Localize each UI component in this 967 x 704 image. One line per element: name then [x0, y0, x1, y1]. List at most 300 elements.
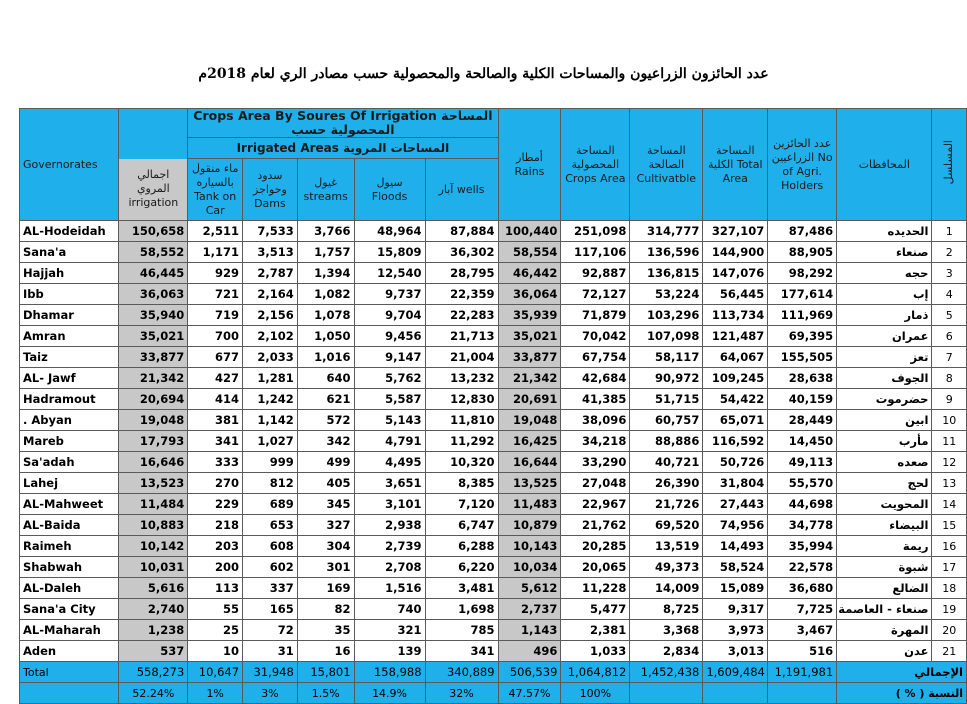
cell-holders: 3,467 [768, 620, 837, 641]
cell-cult: 26,390 [630, 473, 703, 494]
cell-irr: 35,940 [119, 305, 188, 326]
cell-irr: 11,484 [119, 494, 188, 515]
header-serial: المسلسل [932, 109, 967, 221]
cell-total: 56,445 [703, 284, 768, 305]
cell-crops: 251,098 [561, 221, 630, 242]
cell-rains: 11,483 [498, 494, 561, 515]
cell-rains: 10,034 [498, 557, 561, 578]
cell-n: 6 [932, 326, 967, 347]
table-row [20, 431, 967, 452]
cell-crops: 41,385 [561, 389, 630, 410]
cell-streams: 327 [297, 515, 354, 536]
percent-irr: 52.24% [119, 683, 188, 704]
cell-en: Amran [20, 326, 119, 347]
cell-total: 14,493 [703, 536, 768, 557]
cell-dams: 7,533 [243, 221, 298, 242]
cell-wells: 22,283 [425, 305, 498, 326]
cell-crops: 20,285 [561, 536, 630, 557]
cell-cult: 136,596 [630, 242, 703, 263]
total-holders: 1,191,981 [768, 662, 837, 683]
header-total-area: المساحة الكلية Total Area [703, 109, 768, 221]
cell-ar: ريمة [837, 536, 932, 557]
cell-dams: 1,027 [243, 431, 298, 452]
cell-irr: 1,238 [119, 620, 188, 641]
cell-en: Lahej [20, 473, 119, 494]
cell-total: 65,071 [703, 410, 768, 431]
header-streams: غيول streams [297, 159, 354, 221]
total-en: Total [20, 662, 119, 683]
cell-total: 74,956 [703, 515, 768, 536]
cell-streams: 301 [297, 557, 354, 578]
table-row [20, 557, 967, 578]
table-row [20, 473, 967, 494]
table-row [20, 599, 967, 620]
cell-holders: 28,638 [768, 368, 837, 389]
cell-holders: 69,395 [768, 326, 837, 347]
header-crops-by-irrigation: Crops Area By Soures Of Irrigation المساحة المحصولية حسب [188, 109, 498, 138]
cell-ar: الجوف [837, 368, 932, 389]
cell-tank: 929 [188, 263, 243, 284]
total-total: 1,609,484 [703, 662, 768, 683]
cell-cult: 69,520 [630, 515, 703, 536]
cell-wells: 28,795 [425, 263, 498, 284]
cell-dams: 602 [243, 557, 298, 578]
total-row [20, 662, 967, 683]
cell-tank: 677 [188, 347, 243, 368]
cell-tank: 203 [188, 536, 243, 557]
cell-ar: ابين [837, 410, 932, 431]
percent-wells: 32% [425, 683, 498, 704]
cell-irr: 36,063 [119, 284, 188, 305]
cell-dams: 1,242 [243, 389, 298, 410]
cell-irr: 17,793 [119, 431, 188, 452]
cell-tank: 200 [188, 557, 243, 578]
cell-total: 147,076 [703, 263, 768, 284]
cell-holders: 40,159 [768, 389, 837, 410]
cell-rains: 496 [498, 641, 561, 662]
cell-wells: 341 [425, 641, 498, 662]
cell-total: 113,734 [703, 305, 768, 326]
cell-irr: 19,048 [119, 410, 188, 431]
cell-dams: 337 [243, 578, 298, 599]
cell-total: 58,524 [703, 557, 768, 578]
cell-n: 10 [932, 410, 967, 431]
cell-streams: 621 [297, 389, 354, 410]
cell-total: 64,067 [703, 347, 768, 368]
cell-floods: 9,737 [354, 284, 425, 305]
table-row [20, 326, 967, 347]
cell-holders: 98,292 [768, 263, 837, 284]
cell-ar: مأرب [837, 431, 932, 452]
cell-tank: 55 [188, 599, 243, 620]
cell-streams: 82 [297, 599, 354, 620]
cell-dams: 689 [243, 494, 298, 515]
cell-wells: 1,698 [425, 599, 498, 620]
cell-tank: 113 [188, 578, 243, 599]
cell-n: 21 [932, 641, 967, 662]
cell-floods: 5,143 [354, 410, 425, 431]
cell-wells: 13,232 [425, 368, 498, 389]
cell-holders: 14,450 [768, 431, 837, 452]
cell-holders: 22,578 [768, 557, 837, 578]
cell-tank: 1,171 [188, 242, 243, 263]
table-row [20, 536, 967, 557]
cell-ar: إب [837, 284, 932, 305]
cell-holders: 44,698 [768, 494, 837, 515]
cell-irr: 10,883 [119, 515, 188, 536]
cell-total: 109,245 [703, 368, 768, 389]
cell-crops: 20,065 [561, 557, 630, 578]
cell-streams: 1,757 [297, 242, 354, 263]
percent-label-ar: النسبة ( % ) [837, 683, 967, 704]
cell-cult: 8,725 [630, 599, 703, 620]
cell-streams: 345 [297, 494, 354, 515]
cell-crops: 38,096 [561, 410, 630, 431]
cell-rains: 33,877 [498, 347, 561, 368]
cell-n: 20 [932, 620, 967, 641]
cell-total: 3,013 [703, 641, 768, 662]
cell-tank: 229 [188, 494, 243, 515]
cell-en: Ibb [20, 284, 119, 305]
cell-floods: 321 [354, 620, 425, 641]
cell-n: 18 [932, 578, 967, 599]
cell-holders: 111,969 [768, 305, 837, 326]
table-row [20, 620, 967, 641]
cell-tank: 721 [188, 284, 243, 305]
cell-floods: 139 [354, 641, 425, 662]
header-irrigated-areas: Irrigated Areas المساحات المروية [188, 138, 498, 159]
total-tank: 10,647 [188, 662, 243, 683]
percent-rains: 47.57% [498, 683, 561, 704]
cell-tank: 427 [188, 368, 243, 389]
cell-n: 1 [932, 221, 967, 242]
cell-floods: 5,762 [354, 368, 425, 389]
cell-wells: 12,830 [425, 389, 498, 410]
cell-streams: 572 [297, 410, 354, 431]
header-crops-area: المساحة المحصولية Crops Area [561, 109, 630, 221]
cell-floods: 2,938 [354, 515, 425, 536]
cell-rains: 5,612 [498, 578, 561, 599]
cell-ar: صنعاء [837, 242, 932, 263]
cell-en: AL-Mahweet [20, 494, 119, 515]
cell-irr: 10,142 [119, 536, 188, 557]
cell-irr: 20,694 [119, 389, 188, 410]
cell-holders: 35,994 [768, 536, 837, 557]
cell-floods: 9,456 [354, 326, 425, 347]
cell-cult: 2,834 [630, 641, 703, 662]
cell-cult: 49,373 [630, 557, 703, 578]
cell-en: Sana'a City [20, 599, 119, 620]
cell-n: 11 [932, 431, 967, 452]
cell-floods: 3,101 [354, 494, 425, 515]
cell-floods: 5,587 [354, 389, 425, 410]
percent-dams: 3% [243, 683, 298, 704]
cell-crops: 71,879 [561, 305, 630, 326]
table-row [20, 410, 967, 431]
cell-crops: 72,127 [561, 284, 630, 305]
cell-en: AL-Baida [20, 515, 119, 536]
cell-cult: 13,519 [630, 536, 703, 557]
header-total-irrigation: اجمالي المروي irrigation [119, 159, 188, 221]
cell-irr: 10,031 [119, 557, 188, 578]
total-rains: 506,539 [498, 662, 561, 683]
cell-crops: 21,762 [561, 515, 630, 536]
cell-floods: 740 [354, 599, 425, 620]
cell-total: 54,422 [703, 389, 768, 410]
cell-wells: 6,747 [425, 515, 498, 536]
data-table [19, 108, 967, 704]
cell-tank: 700 [188, 326, 243, 347]
cell-holders: 49,113 [768, 452, 837, 473]
cell-cult: 53,224 [630, 284, 703, 305]
cell-cult: 136,815 [630, 263, 703, 284]
cell-tank: 333 [188, 452, 243, 473]
cell-crops: 11,228 [561, 578, 630, 599]
cell-en: . Abyan [20, 410, 119, 431]
cell-cult: 3,368 [630, 620, 703, 641]
cell-holders: 34,778 [768, 515, 837, 536]
cell-holders: 36,680 [768, 578, 837, 599]
cell-crops: 22,967 [561, 494, 630, 515]
cell-crops: 5,477 [561, 599, 630, 620]
cell-streams: 1,050 [297, 326, 354, 347]
cell-crops: 42,684 [561, 368, 630, 389]
cell-total: 15,089 [703, 578, 768, 599]
cell-tank: 10 [188, 641, 243, 662]
cell-ar: حجه [837, 263, 932, 284]
cell-streams: 1,082 [297, 284, 354, 305]
cell-n: 3 [932, 263, 967, 284]
cell-rains: 36,064 [498, 284, 561, 305]
cell-crops: 27,048 [561, 473, 630, 494]
cell-dams: 2,787 [243, 263, 298, 284]
cell-total: 27,443 [703, 494, 768, 515]
cell-irr: 33,877 [119, 347, 188, 368]
cell-en: Dhamar [20, 305, 119, 326]
cell-streams: 169 [297, 578, 354, 599]
cell-floods: 4,495 [354, 452, 425, 473]
cell-n: 13 [932, 473, 967, 494]
table-row [20, 263, 967, 284]
cell-irr: 21,342 [119, 368, 188, 389]
cell-ar: الحديده [837, 221, 932, 242]
cell-cult: 88,886 [630, 431, 703, 452]
cell-streams: 3,766 [297, 221, 354, 242]
cell-tank: 2,511 [188, 221, 243, 242]
percent-crops: 100% [561, 683, 630, 704]
header-cultivable: المساحة الصالحة Cultivatble [630, 109, 703, 221]
cell-dams: 653 [243, 515, 298, 536]
cell-en: Hadramout [20, 389, 119, 410]
cell-n: 5 [932, 305, 967, 326]
table-row [20, 242, 967, 263]
table-row [20, 347, 967, 368]
cell-wells: 8,385 [425, 473, 498, 494]
cell-cult: 314,777 [630, 221, 703, 242]
cell-floods: 3,651 [354, 473, 425, 494]
table-row [20, 578, 967, 599]
cell-crops: 117,106 [561, 242, 630, 263]
cell-wells: 785 [425, 620, 498, 641]
cell-streams: 1,078 [297, 305, 354, 326]
cell-streams: 342 [297, 431, 354, 452]
cell-rains: 21,342 [498, 368, 561, 389]
cell-n: 2 [932, 242, 967, 263]
cell-ar: عمران [837, 326, 932, 347]
cell-floods: 4,791 [354, 431, 425, 452]
cell-ar: صعده [837, 452, 932, 473]
cell-rains: 16,425 [498, 431, 561, 452]
cell-streams: 304 [297, 536, 354, 557]
cell-tank: 218 [188, 515, 243, 536]
cell-ar: البيضاء [837, 515, 932, 536]
total-dams: 31,948 [243, 662, 298, 683]
cell-rains: 16,644 [498, 452, 561, 473]
cell-ar: شبوة [837, 557, 932, 578]
cell-cult: 58,117 [630, 347, 703, 368]
header-governorates: Governorates [20, 109, 119, 221]
cell-wells: 87,884 [425, 221, 498, 242]
cell-n: 15 [932, 515, 967, 536]
cell-floods: 2,739 [354, 536, 425, 557]
cell-cult: 90,972 [630, 368, 703, 389]
cell-wells: 22,359 [425, 284, 498, 305]
cell-floods: 15,809 [354, 242, 425, 263]
cell-n: 8 [932, 368, 967, 389]
cell-en: Mareb [20, 431, 119, 452]
cell-dams: 1,281 [243, 368, 298, 389]
header-tank-on-car: ماء منقول بالسياره Tank on Car [188, 159, 243, 221]
cell-streams: 640 [297, 368, 354, 389]
total-wells: 340,889 [425, 662, 498, 683]
cell-holders: 155,505 [768, 347, 837, 368]
cell-holders: 7,725 [768, 599, 837, 620]
cell-streams: 1,394 [297, 263, 354, 284]
cell-tank: 25 [188, 620, 243, 641]
cell-cult: 40,721 [630, 452, 703, 473]
cell-tank: 381 [188, 410, 243, 431]
cell-dams: 2,033 [243, 347, 298, 368]
cell-floods: 2,708 [354, 557, 425, 578]
cell-dams: 608 [243, 536, 298, 557]
cell-wells: 11,292 [425, 431, 498, 452]
cell-dams: 812 [243, 473, 298, 494]
cell-floods: 9,147 [354, 347, 425, 368]
cell-wells: 21,004 [425, 347, 498, 368]
cell-irr: 13,523 [119, 473, 188, 494]
cell-floods: 48,964 [354, 221, 425, 242]
cell-irr: 150,658 [119, 221, 188, 242]
cell-cult: 14,009 [630, 578, 703, 599]
cell-dams: 72 [243, 620, 298, 641]
cell-n: 12 [932, 452, 967, 473]
cell-crops: 92,887 [561, 263, 630, 284]
cell-holders: 88,905 [768, 242, 837, 263]
header-holders: عدد الحائزين الزراعيين No of Agri. Holders [768, 109, 837, 221]
total-streams: 15,801 [297, 662, 354, 683]
header-floods: سيول Floods [354, 159, 425, 221]
percent-streams: 1.5% [297, 683, 354, 704]
cell-irr: 537 [119, 641, 188, 662]
cell-ar: صنعاء - العاصمة [837, 599, 932, 620]
cell-total: 121,487 [703, 326, 768, 347]
cell-crops: 1,033 [561, 641, 630, 662]
cell-en: Sa'adah [20, 452, 119, 473]
cell-streams: 16 [297, 641, 354, 662]
cell-ar: ذمار [837, 305, 932, 326]
cell-n: 9 [932, 389, 967, 410]
header-governorates-ar: المحافظات [837, 109, 932, 221]
cell-streams: 35 [297, 620, 354, 641]
cell-rains: 20,691 [498, 389, 561, 410]
total-cult: 1,452,438 [630, 662, 703, 683]
cell-dams: 2,102 [243, 326, 298, 347]
cell-streams: 1,016 [297, 347, 354, 368]
cell-cult: 103,296 [630, 305, 703, 326]
cell-wells: 36,302 [425, 242, 498, 263]
cell-tank: 719 [188, 305, 243, 326]
cell-tank: 270 [188, 473, 243, 494]
cell-en: AL-Daleh [20, 578, 119, 599]
cell-tank: 414 [188, 389, 243, 410]
total-irr: 558,273 [119, 662, 188, 683]
cell-en: AL-Hodeidah [20, 221, 119, 242]
cell-total: 3,973 [703, 620, 768, 641]
cell-n: 19 [932, 599, 967, 620]
cell-dams: 165 [243, 599, 298, 620]
cell-dams: 2,164 [243, 284, 298, 305]
cell-rains: 1,143 [498, 620, 561, 641]
page-title: عدد الحائزون الزراعيون والمساحات الكلية والصالحة والمحصولية حسب مصادر الري لعام 2018م [198, 66, 769, 82]
cell-rains: 100,440 [498, 221, 561, 242]
cell-n: 14 [932, 494, 967, 515]
header-wells: آبار wells [425, 159, 498, 221]
cell-crops: 34,218 [561, 431, 630, 452]
percent-row [20, 683, 967, 704]
total-label-ar: الإجمالي [837, 662, 967, 683]
cell-cult: 60,757 [630, 410, 703, 431]
cell-ar: المهرة [837, 620, 932, 641]
cell-rains: 10,879 [498, 515, 561, 536]
cell-wells: 11,810 [425, 410, 498, 431]
cell-ar: عدن [837, 641, 932, 662]
cell-crops: 70,042 [561, 326, 630, 347]
cell-irr: 5,616 [119, 578, 188, 599]
cell-total: 327,107 [703, 221, 768, 242]
cell-dams: 1,142 [243, 410, 298, 431]
table-row [20, 515, 967, 536]
cell-ar: حضرموت [837, 389, 932, 410]
cell-en: Hajjah [20, 263, 119, 284]
cell-rains: 35,021 [498, 326, 561, 347]
cell-wells: 6,288 [425, 536, 498, 557]
cell-holders: 55,570 [768, 473, 837, 494]
cell-n: 7 [932, 347, 967, 368]
cell-rains: 13,525 [498, 473, 561, 494]
cell-en: AL-Maharah [20, 620, 119, 641]
cell-holders: 516 [768, 641, 837, 662]
percent-floods: 14.9% [354, 683, 425, 704]
cell-en: Aden [20, 641, 119, 662]
cell-rains: 19,048 [498, 410, 561, 431]
cell-en: Raimeh [20, 536, 119, 557]
header-dams: سدود وحواجز Dams [243, 159, 298, 221]
cell-streams: 499 [297, 452, 354, 473]
cell-ar: لحج [837, 473, 932, 494]
cell-rains: 2,737 [498, 599, 561, 620]
cell-rains: 35,939 [498, 305, 561, 326]
cell-rains: 58,554 [498, 242, 561, 263]
